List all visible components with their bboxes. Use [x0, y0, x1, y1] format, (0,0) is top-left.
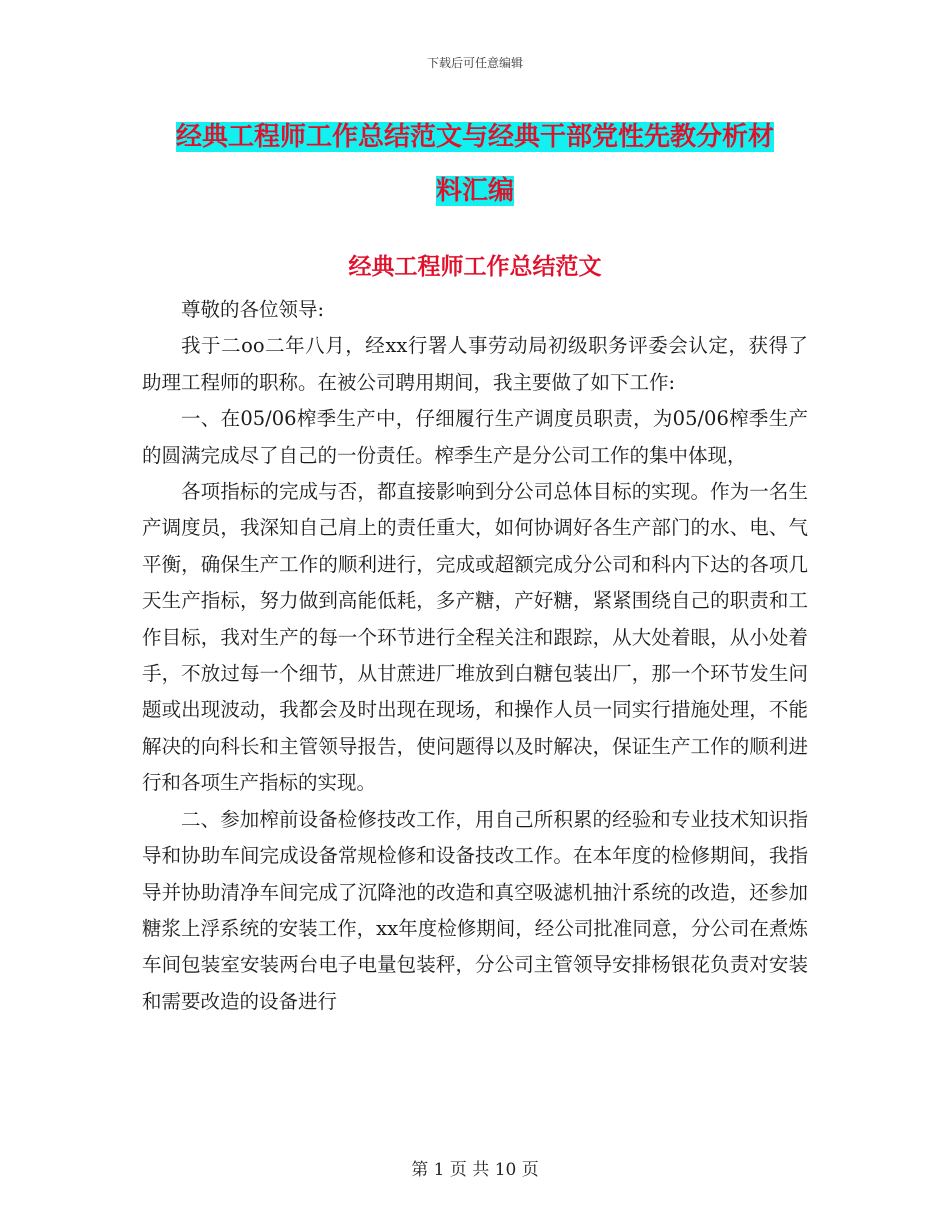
page-header-note: 下载后可任意编辑: [426, 56, 523, 70]
document-title-line-2: 料汇编: [435, 176, 514, 206]
document-title-line-1: 经典工程师工作总结范文与经典干部党性先教分析材: [175, 122, 774, 152]
document-title: [145, 110, 805, 218]
section-title: 经典工程师工作总结范文: [348, 253, 602, 280]
body-paragraph: 我于二oo二年八月，经xx行署人事劳动局初级职务评委会认定，获得了助理工程师的职称。在被公司聘用期间，我主要做了如下工作:: [142, 334, 808, 394]
body-paragraph: 各项指标的完成与否，都直接影响到分公司总体目标的实现。作为一名生产调度员，我深知自己肩上的责任重大，如何协调好各生产部门的水、电、气平衡，确保生产工作的顺利进行，完成或超额完成分公司和科内下达的各项几天生产指标，努力做到高能低耗，多产糖，产好糖，紧紧围绕自己的职责和工作目标，我对生产的每一个环节进行全程关注和跟踪，从大处着眼，从小处着手，不放过每一个细节，从甘蔗进厂堆放到白糖包装出厂，那一个环节发生问题或出现波动，我都会及时出现在现场，和操作人员一同实行措施处理，不能解决的向科长和主管领导报告，使问题得以及时解决，保证生产工作的顺利进行和各项生产指标的实现。: [142, 480, 808, 795]
body-paragraph: 二、参加榨前设备检修技改工作，用自己所积累的经验和专业技术知识指导和协助车间完成设备常规检修和设备技改工作。在本年度的检修期间，我指导并协助清净车间完成了沉降池的改造和真空吸滤机抽汁系统的改造，还参加糖浆上浮系统的安装工作，xx年度检修期间，经公司批准同意，分公司在煮炼车间包装室安装两台电子电量包装秤，分公司主管领导安排杨银花负责对安装和需要改造的设备进行: [142, 807, 808, 1013]
body-paragraph: 一、在05/06榨季生产中，仔细履行生产调度员职责，为05/06榨季生产的圆满完成尽了自己的一份责任。榨季生产是分公司工作的集中体现，: [142, 407, 808, 467]
salutation-paragraph: 尊敬的各位领导:: [181, 298, 325, 321]
document-body: [142, 292, 808, 1020]
page-number-footer: 第 1 页 共 10 页: [411, 1160, 539, 1180]
